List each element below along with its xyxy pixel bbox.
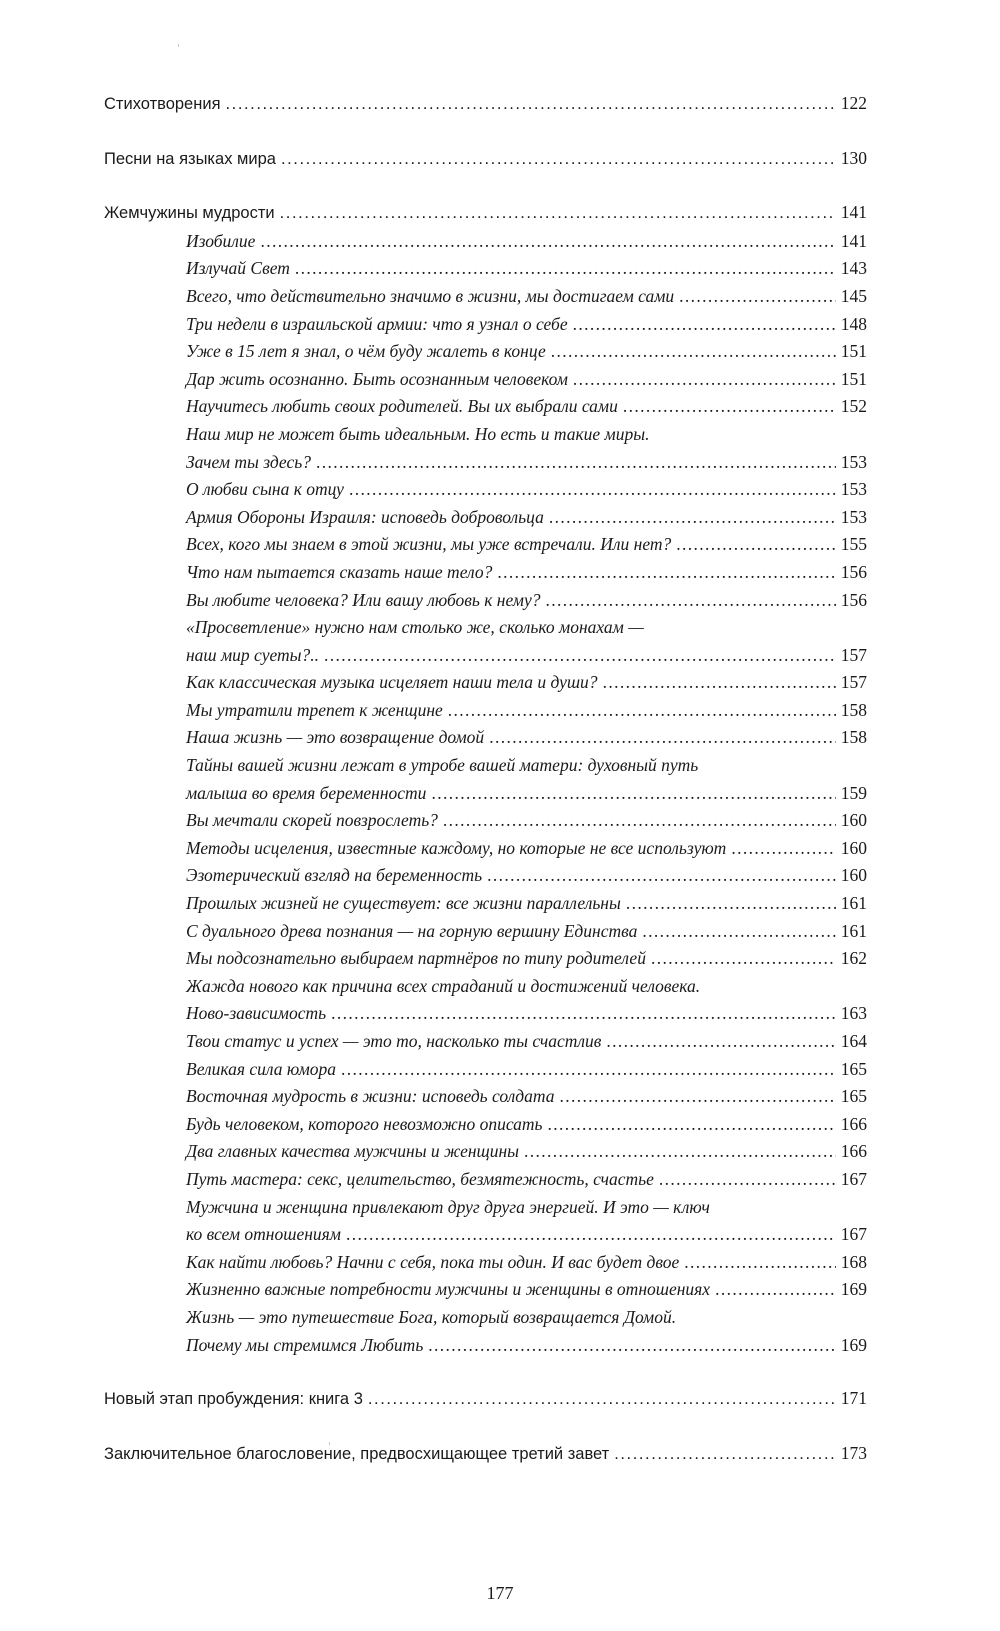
toc-entry-page: 155 [840,534,867,555]
toc-entry-page: 165 [840,1086,867,1107]
toc-entry-title: Прошлых жизней не существует: все жизни параллельны [186,893,621,914]
dot-leader [545,587,835,615]
dot-leader [573,311,836,339]
toc-entry-title: наш мир суеты?.. [186,644,320,665]
toc-entry-title: Путь мастера: секс, целительство, безмятежность, счастье [186,1168,654,1189]
toc-entry-page: 122 [840,93,867,113]
dot-leader [280,200,836,228]
toc-entry-page: 167 [840,1224,867,1245]
toc-entry-title: «Просветление» нужно нам столько же, сколько монахам — [186,617,644,638]
toc-entry-page: 156 [840,589,867,610]
toc-entry-page: 141 [840,230,867,251]
dot-leader [573,366,836,394]
toc-entry-title: Заключительное благословение, предвосхищающее третий завет [104,1444,610,1463]
toc-subentry[interactable] [104,1249,867,1277]
toc-entry-title: Всего, что действительно значимо в жизни, мы достигаем сами [186,285,675,306]
page-number: 177 [486,1583,514,1603]
toc-entry-page: 165 [840,1058,867,1079]
toc-subentry[interactable] [104,255,867,283]
toc-entry-title: Наша жизнь — это возвращение домой [186,727,485,748]
toc-subentry[interactable] [104,449,867,477]
toc-entry-title: Зачем ты здесь? [186,451,311,472]
toc-entry-title: Как найти любовь? Начни с себя, пока ты один. И вас будет двое [186,1251,680,1272]
toc-subentry[interactable] [104,890,867,918]
toc-entry-title: Наш мир не может быть идеальным. Но есть и такие миры. [186,423,650,444]
dot-leader [497,559,835,587]
dot-leader [651,945,836,973]
toc-entry-page: 153 [840,506,867,527]
toc-entry-title: Методы исцеления, известные каждому, но которые не все используют [186,837,727,858]
dot-leader [549,504,836,532]
toc-entry-page: 157 [840,644,867,665]
dot-leader [443,807,836,835]
toc-subentry[interactable] [104,366,867,394]
toc-entry-title: ко всем отношениям [186,1224,341,1245]
toc-entry-title: Тайны вашей жизни лежат в утробе вашей матери: духовный путь [186,755,699,776]
toc-entry-page: 143 [840,258,867,279]
toc-entry-page: 152 [840,396,867,417]
toc-subentry[interactable] [104,697,867,725]
toc-entry-page: 151 [840,368,867,389]
dot-leader [281,146,836,174]
toc-subentry[interactable] [104,945,867,973]
toc-subentry[interactable] [104,421,867,449]
toc-entry-page: 164 [840,1031,867,1051]
dot-leader [316,449,836,477]
toc-subentry[interactable] [104,862,867,890]
toc-entry-title: Ново-зависимость [186,1003,327,1024]
toc-entry-title: Эзотерический взгляд на беременность [186,865,483,886]
toc-subentry[interactable] [104,614,867,642]
toc-subentry[interactable] [104,1083,867,1111]
toc-entry-page: 163 [840,1003,867,1024]
toc-section-entry[interactable] [104,145,867,174]
toc-subentry[interactable] [104,1166,867,1194]
dot-leader [448,697,836,725]
dot-leader [626,890,836,918]
toc-entry-title: Жемчужины мудрости [104,204,275,223]
toc-entry-page: 145 [840,285,867,306]
toc-subentry[interactable] [104,283,867,311]
toc-subentry[interactable] [104,504,867,532]
dot-leader [346,1221,836,1249]
dot-leader [487,862,836,890]
toc-subentry[interactable] [104,1276,867,1304]
dot-leader [623,393,836,421]
toc-subentry[interactable] [104,642,867,670]
toc-entry-page: 169 [840,1334,867,1355]
toc-entry-page: 171 [840,1388,867,1409]
toc-entry-page: 156 [840,561,867,582]
toc-entry-page: 168 [840,1251,867,1272]
toc-subentry[interactable] [104,973,867,1001]
toc-entry-page: 153 [840,479,867,500]
dot-leader [226,91,836,119]
dot-leader [548,1111,836,1139]
toc-entry-page: 151 [840,341,867,362]
toc-subentry[interactable] [104,918,867,946]
toc-entry-title: Восточная мудрость в жизни: исповедь солдата [186,1086,555,1107]
toc-entry-page: 141 [840,202,867,223]
toc-entry-title: Жизненно важные потребности мужчины и женщины в отношениях [186,1279,711,1300]
dot-leader [331,1000,836,1028]
dot-leader [715,1276,836,1304]
toc-section-entry[interactable] [104,1385,867,1414]
toc-section-entry[interactable] [104,90,867,119]
toc-entry-title: Излучай Свет [186,258,290,279]
toc-subentry[interactable] [104,807,867,835]
dot-leader [676,531,836,559]
toc-entry-page: 169 [840,1279,867,1300]
toc-entry-page: 166 [840,1113,867,1134]
dot-leader [260,228,835,256]
toc-entry-page: 158 [840,727,867,748]
toc-subentry[interactable] [104,1221,867,1249]
toc-entry-title: Уже в 15 лет я знал, о чём буду жалеть в конце [186,341,546,362]
toc-entry-title: Жажда нового как причина всех страданий и достижений человека. [186,975,701,996]
toc-entry-title: Мужчина и женщина привлекают друг друга энергией. И это — ключ [186,1196,710,1217]
dot-leader [614,1441,836,1469]
toc-entry-title: Армия Обороны Израиля: исповедь добровольца [186,506,544,527]
toc-entry-title: Великая сила юмора [186,1058,336,1079]
toc-entry-page: 166 [840,1141,867,1162]
toc-entry-page: 161 [840,920,867,941]
toc-entry-title: Новый этап пробуждения: книга 3 [104,1390,363,1409]
dot-leader [431,780,835,808]
toc-subentry[interactable] [104,669,867,697]
toc-subentry[interactable] [104,1111,867,1139]
scan-speck [178,44,179,47]
toc-subentry[interactable] [104,587,867,615]
toc-subentry[interactable] [104,1332,867,1360]
toc-entry-page: 159 [840,782,867,803]
toc-subentry[interactable] [104,559,867,587]
toc-subentry[interactable] [104,835,867,863]
toc-entry-page: 161 [840,893,867,914]
toc-entry-title: Научитесь любить своих родителей. Вы их выбрали сами [186,396,618,417]
toc-entry-title: Твои статус и успех — это то, насколько ты счастлив [186,1031,602,1051]
scan-speck [329,1442,330,1445]
toc-entry-page: 160 [840,837,867,858]
dot-leader [349,476,836,504]
toc-section-entry[interactable] [104,199,867,228]
toc-entry-page: 160 [840,865,867,886]
toc-subentry[interactable] [104,393,867,421]
toc-subentry[interactable] [104,531,867,559]
dot-leader [324,642,836,670]
toc-entry-title: Вы любите человека? Или вашу любовь к нему? [186,589,541,610]
toc-section-entry[interactable] [104,1440,867,1469]
dot-leader [341,1056,836,1084]
toc-subentry[interactable] [104,338,867,366]
toc-entry-page: 153 [840,451,867,472]
toc-entry-title: Три недели в израильской армии: что я узнал о себе [186,313,568,334]
dot-leader [428,1332,835,1360]
toc-subentry[interactable] [104,1056,867,1084]
toc-entry-page: 148 [840,313,867,334]
toc-subentry[interactable] [104,780,867,808]
toc-subentry[interactable] [104,311,867,339]
toc-entry-title: Дар жить осознанно. Быть осознанным человеком [186,368,568,389]
toc-entry-title: Два главных качества мужчины и женщины [186,1141,520,1162]
toc-entry-page: 158 [840,699,867,720]
toc-entry-title: С дуального древа познания — на горную вершину Единства [186,920,638,941]
toc-entry-page: 157 [840,672,867,693]
toc-entry-title: Будь человеком, которого невозможно описать [186,1113,543,1134]
toc-entry-title: Всех, кого мы знаем в этой жизни, мы уже встречали. Или нет? [186,534,672,555]
toc-entry-page: 130 [840,147,867,168]
toc-entry-title: Вы мечтали скорей повзрослеть? [186,810,438,831]
toc-entry-title: Как классическая музыка исцеляет наши тела и души? [186,672,598,693]
toc-subentry[interactable] [104,724,867,752]
dot-leader [551,338,836,366]
dot-leader [603,669,836,697]
toc-entry-title: Почему мы стремимся Любить [186,1334,424,1355]
toc-entry-title: Изобилие [186,230,256,251]
toc-subentry[interactable] [104,1000,867,1028]
toc-entry-page: 173 [840,1442,867,1463]
toc-entry-title: Мы подсознательно выбираем партнёров по типу родителей [186,948,646,969]
toc-entry-title: малыша во время беременности [186,782,427,803]
toc-entry-title: Стихотворения [104,95,221,113]
toc-subentry[interactable] [104,1194,867,1222]
toc-entry-title: Мы утратили трепет к женщине [186,699,443,720]
dot-leader [606,1028,835,1056]
toc-entry-title: О любви сына к отцу [186,479,344,500]
dot-leader [295,255,836,283]
toc-entry-page: 160 [840,810,867,831]
toc-subentry[interactable] [104,476,867,504]
dot-leader [659,1166,836,1194]
dot-leader [679,283,836,311]
toc-subentry[interactable] [104,1304,867,1332]
toc-entry-title: Жизнь — это путешествие Бога, который возвращается Домой. [186,1306,677,1327]
dot-leader [642,918,835,946]
toc-entry-page: 162 [840,948,867,969]
dot-leader [524,1138,836,1166]
table-of-contents [104,90,867,1468]
dot-leader [731,835,835,863]
toc-entry-title: Что нам пытается сказать наше тело? [186,561,493,582]
toc-subentry[interactable] [104,1138,867,1166]
toc-entry-title: Песни на языках мира [104,149,276,168]
dot-leader [368,1386,836,1414]
toc-subentry[interactable] [104,752,867,780]
toc-subentry[interactable] [104,228,867,256]
dot-leader [684,1249,836,1277]
dot-leader [560,1083,836,1111]
toc-subentry[interactable] [104,1028,867,1056]
toc-entry-page: 167 [840,1168,867,1189]
dot-leader [489,724,836,752]
